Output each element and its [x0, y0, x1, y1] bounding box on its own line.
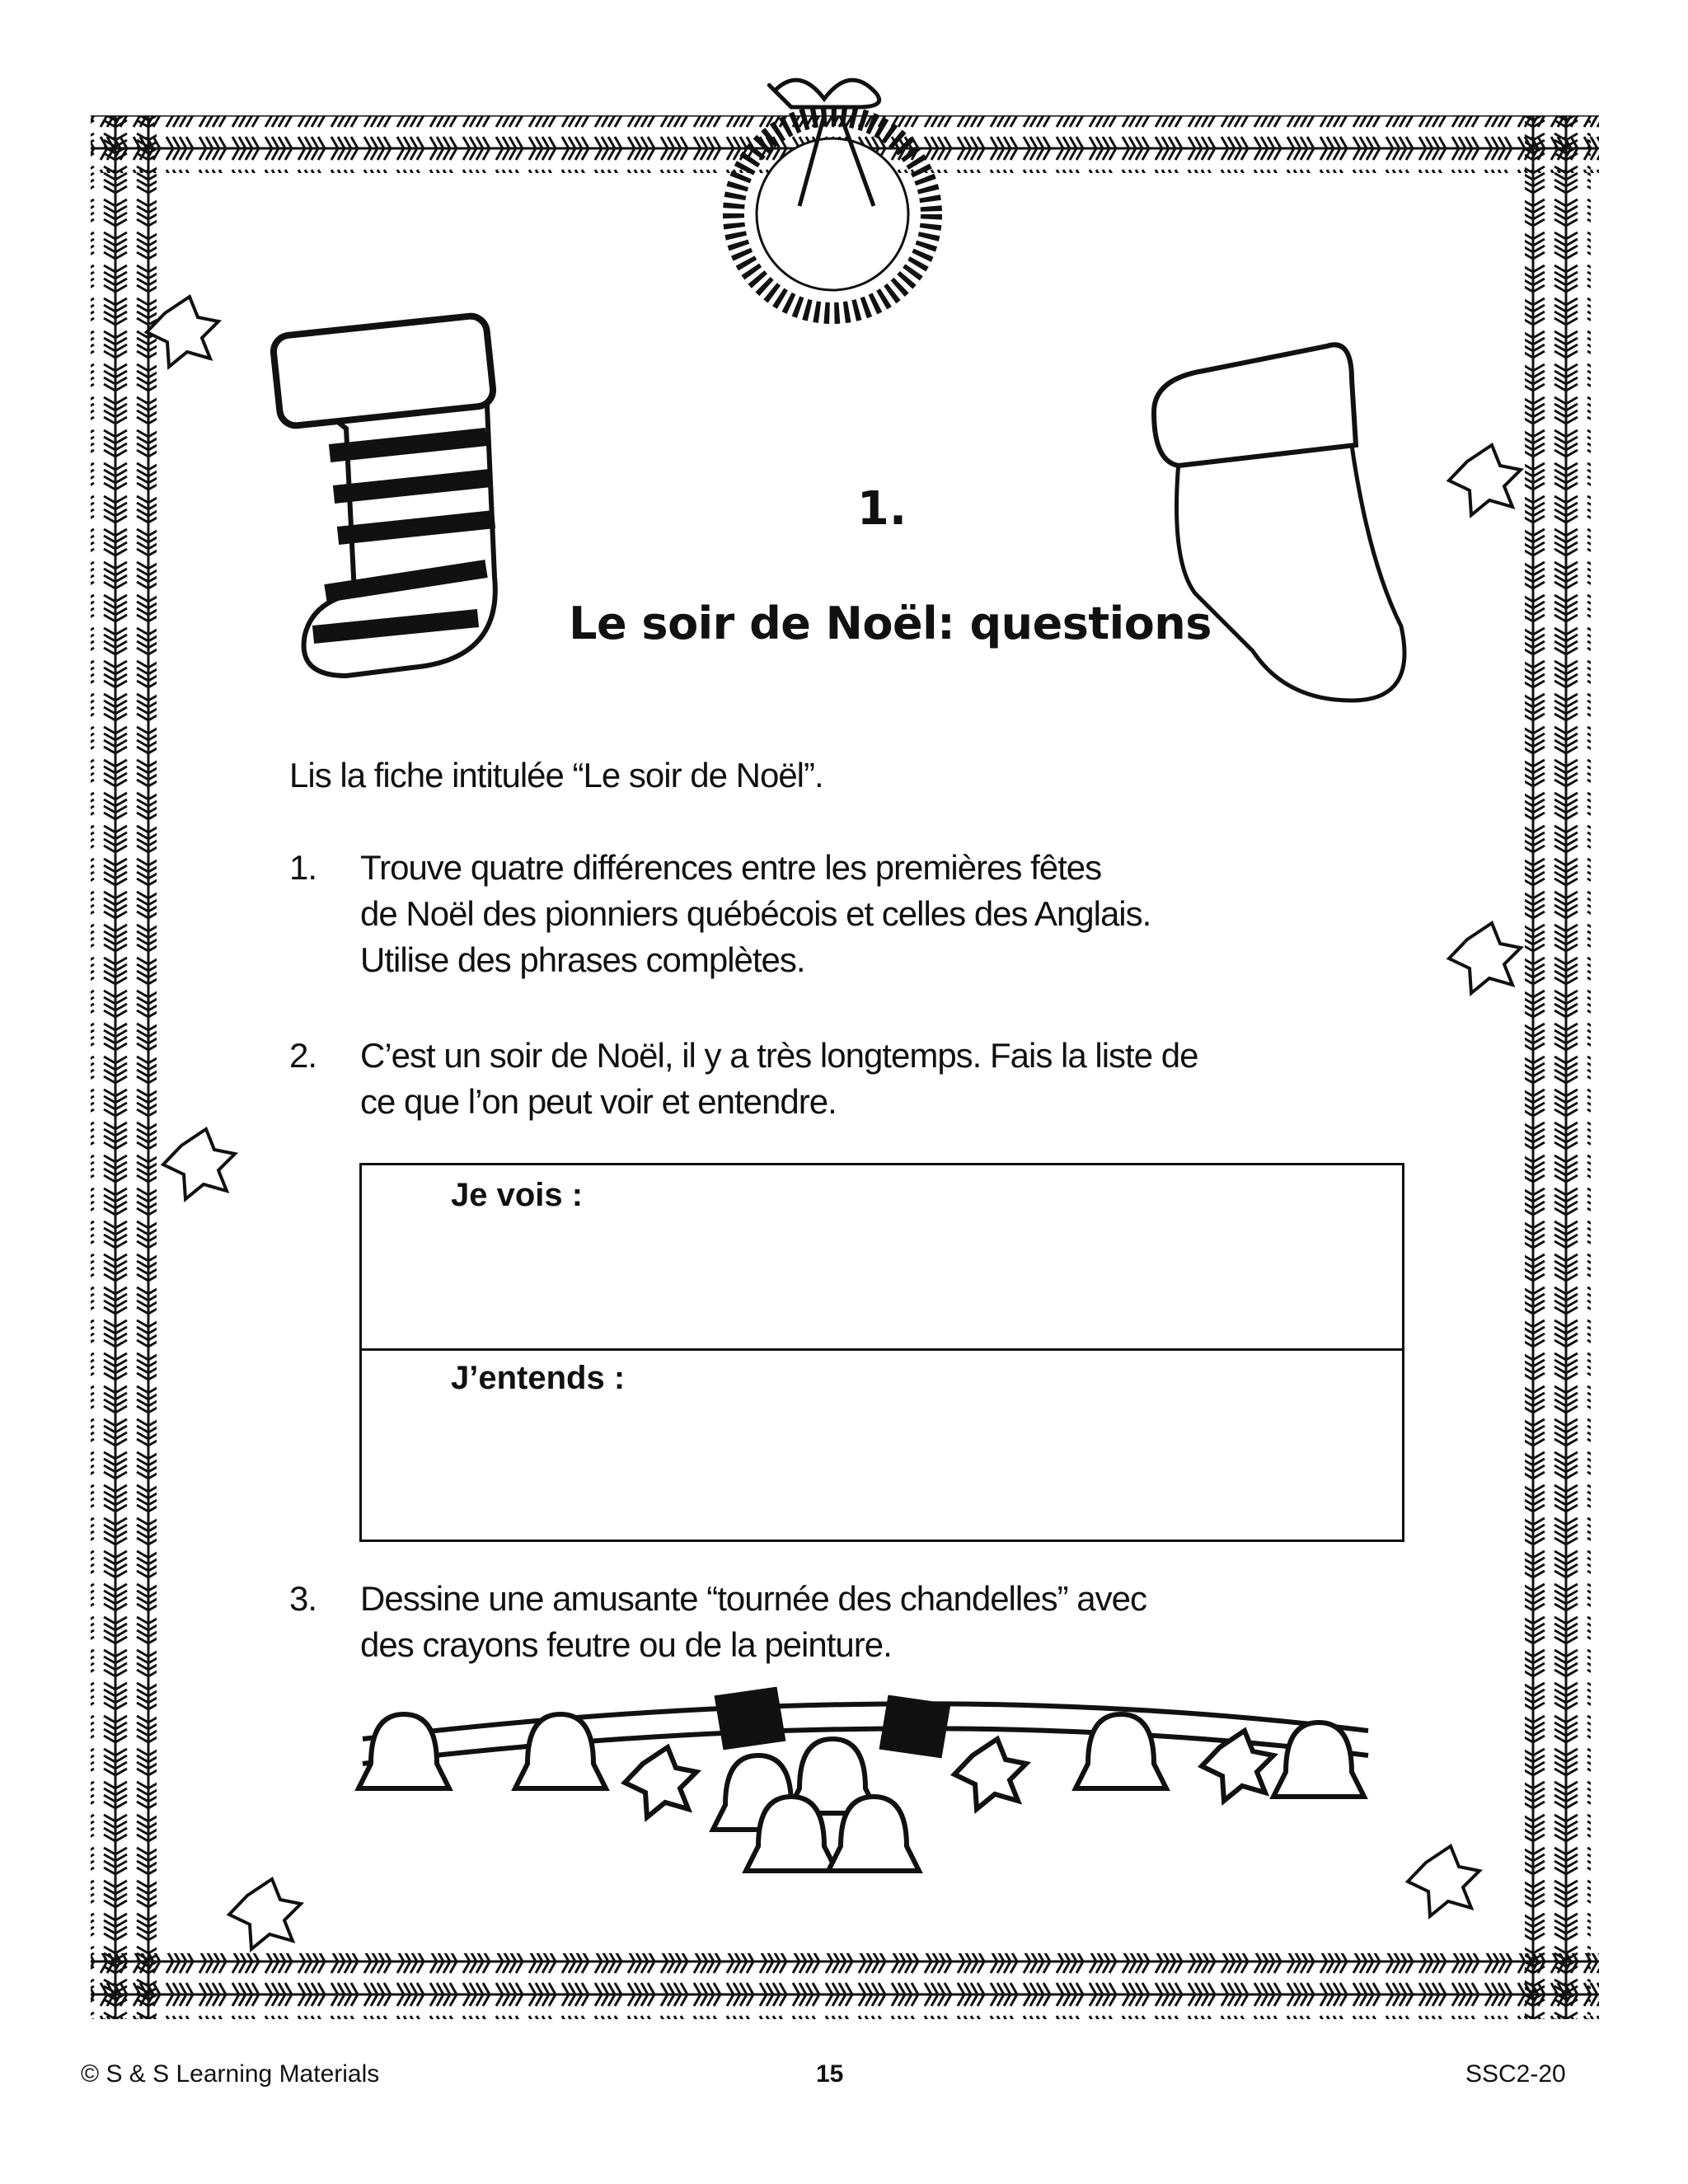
answer-box [359, 1163, 1404, 1542]
question-line: de Noël des pionniers québécois et celles des Anglais. [360, 894, 1151, 933]
question-line: C’est un soir de Noël, il y a très longtemps. Fais la liste de [360, 1036, 1198, 1075]
footer-code: SSC2-20 [1465, 2060, 1566, 2088]
question-number: 1. [289, 848, 317, 887]
wreath-with-bow-icon [734, 80, 931, 313]
page-title: Le soir de Noël: questions [569, 598, 1212, 649]
question-line: Trouve quatre différences entre les premières fêtes [360, 848, 1102, 887]
question-number: 3. [289, 1579, 317, 1618]
footer-page-number: 15 [816, 2060, 844, 2088]
see-label: Je vois : [451, 1177, 584, 1213]
box-divider [362, 1348, 1402, 1351]
hear-label: J’entends : [451, 1360, 626, 1396]
bells-and-holly-garland-icon [359, 1690, 1368, 1871]
question-number: 2. [289, 1036, 317, 1075]
footer-copyright: © S & S Learning Materials [81, 2060, 380, 2088]
worksheet-number: 1. [856, 482, 907, 536]
question-line: Utilise des phrases complètes. [360, 940, 805, 979]
question-line: Dessine une amusante “tournée des chandelles” avec [360, 1579, 1146, 1618]
question-line: ce que l’on peut voir et entendre. [360, 1082, 837, 1121]
intro-instruction: Lis la fiche intitulée “Le soir de Noël”. [289, 756, 823, 794]
question-line: des crayons feutre ou de la peinture. [360, 1625, 892, 1664]
